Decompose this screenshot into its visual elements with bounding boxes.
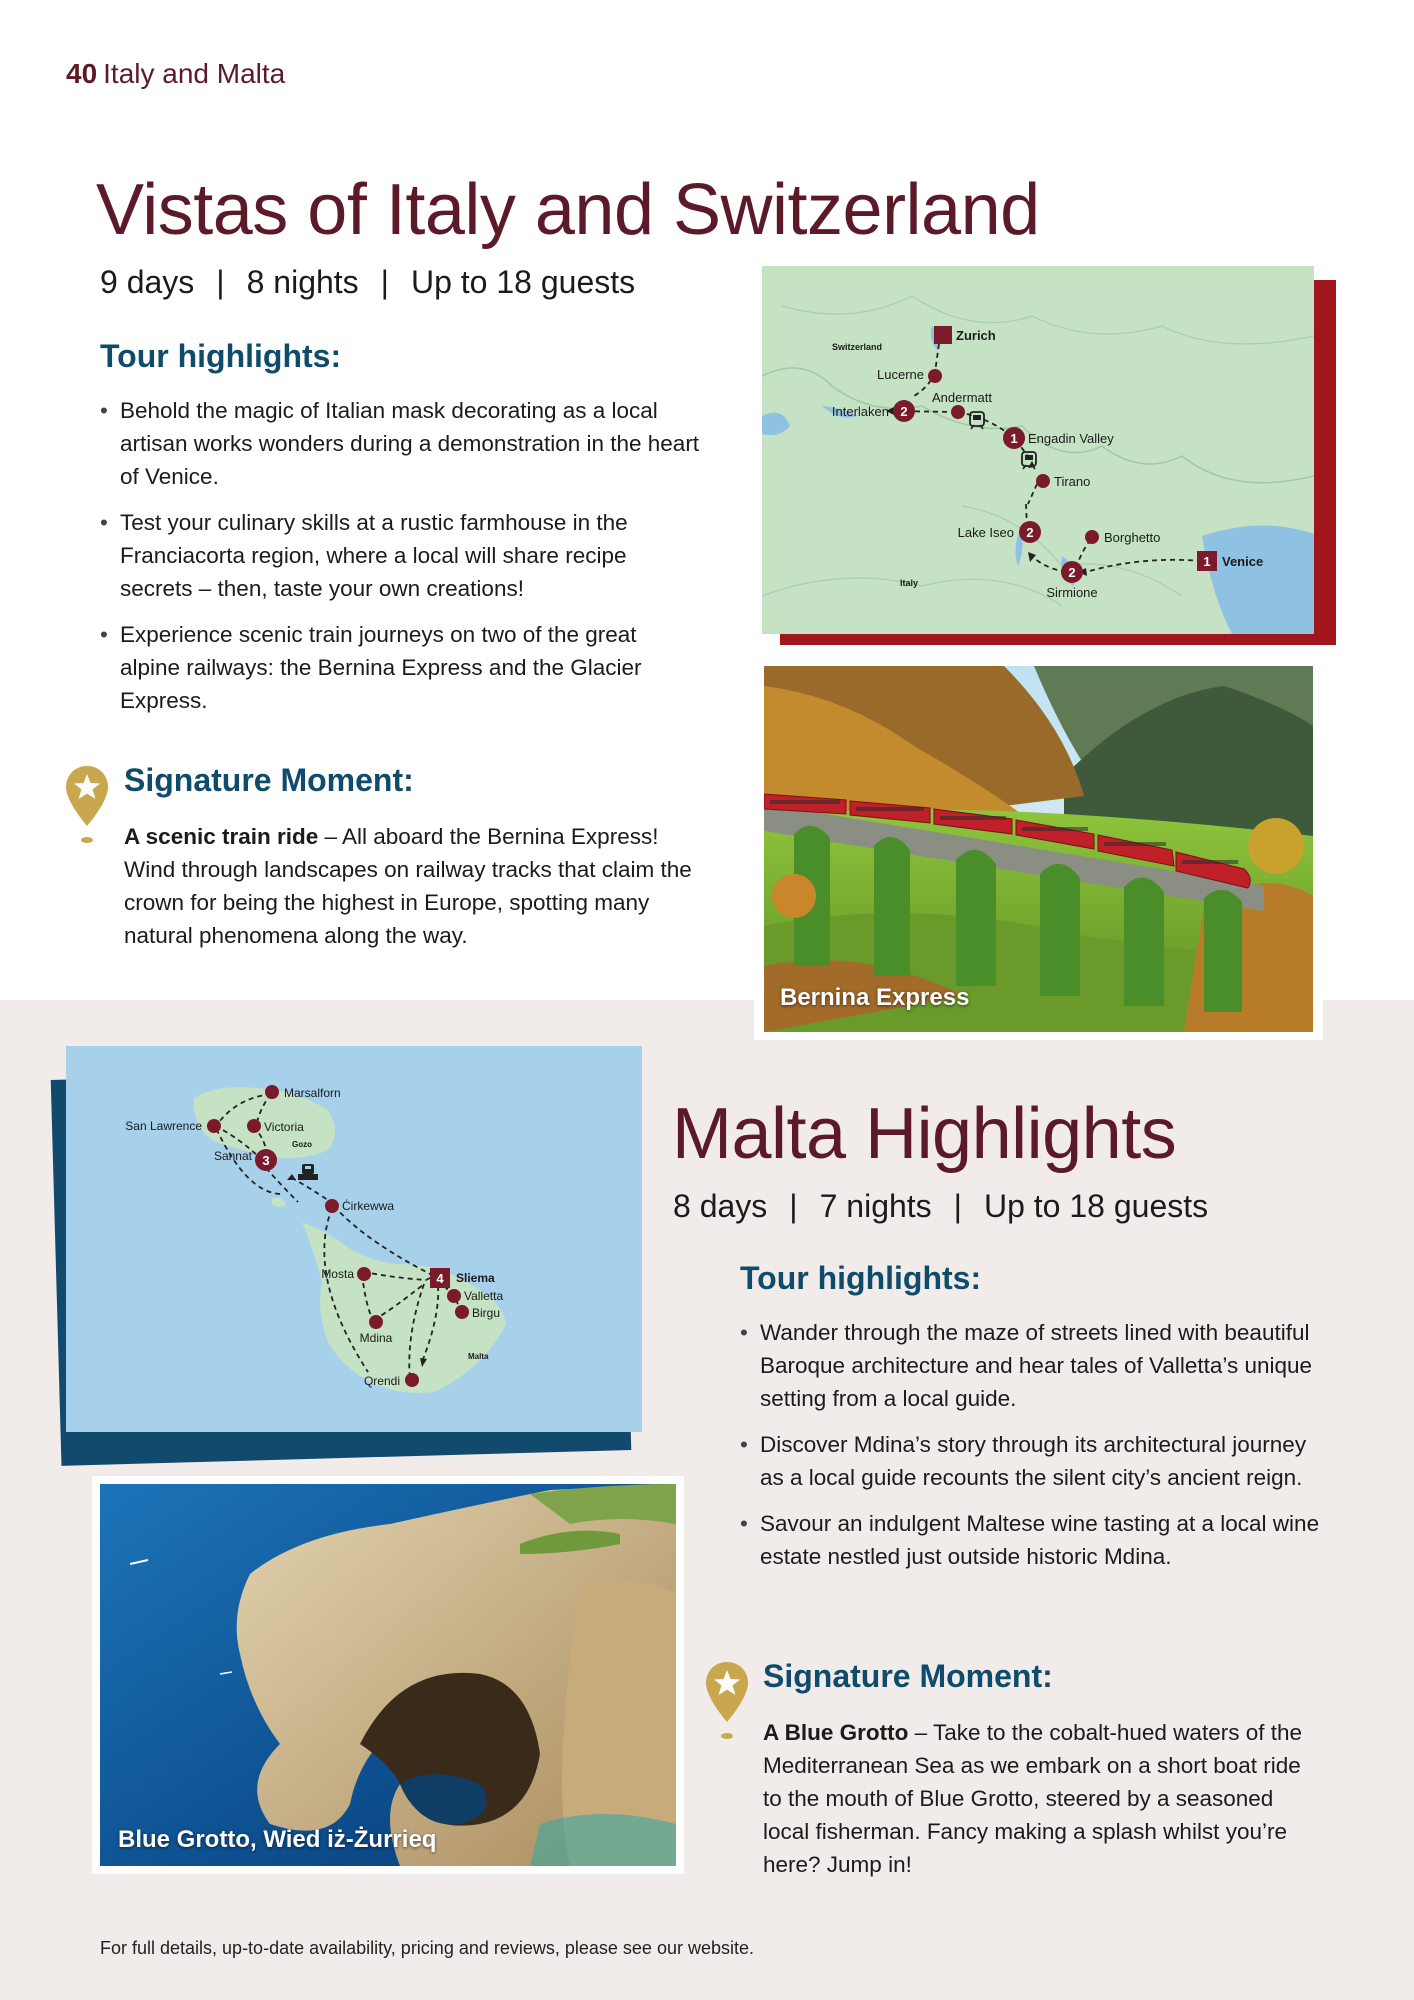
route-map-svg [762, 266, 1314, 634]
blue-grotto-scene-svg [100, 1484, 676, 1866]
map-label-mdina: Mdina [359, 1331, 393, 1345]
tour1-highlights-heading: Tour highlights: [100, 338, 342, 374]
tour1-title: Vistas of Italy and Switzerland [96, 170, 1040, 250]
map-island-gozo: Gozo [292, 1140, 312, 1149]
tour2-highlights-heading: Tour highlights: [740, 1260, 982, 1296]
map-label-lake-iseo: Lake Iseo [957, 525, 1014, 540]
map-label-sannat: Sannat [213, 1149, 252, 1163]
map-label-sliema: Sliema [456, 1271, 495, 1285]
bernina-express-photo [764, 666, 1313, 1032]
list-item: • Experience scenic train journeys on two of the great alpine railways: the Bernina Express and the Glacier Express. [100, 618, 700, 717]
map-label-lucerne: Lucerne [877, 367, 924, 382]
map-label-victoria: Victoria [264, 1120, 304, 1134]
map-label-sirmione: Sirmione [1046, 585, 1098, 600]
tour1-days: 9 days [100, 264, 195, 300]
tour1-guests: Up to 18 guests [410, 264, 636, 300]
list-item: • Wander through the maze of streets lined with beautiful Baroque architecture and hear tales of Valletta’s unique setting from a local guide. [740, 1316, 1320, 1415]
tour1-highlights-list [100, 394, 700, 730]
tour1-signature-lead: A scenic train ride [124, 824, 319, 849]
tour2-signature-heading: Signature Moment: [763, 1658, 1053, 1694]
map-label-birgu: Birgu [472, 1306, 501, 1320]
map-country-switzerland: Switzerland [832, 342, 883, 352]
engadin-nights: 1 [1010, 431, 1018, 446]
list-item: • Discover Mdina’s story through its architectural journey as a local guide recounts the silent city’s ancient reign. [740, 1428, 1320, 1494]
map-label-valletta: Valletta [464, 1289, 504, 1303]
tour2-highlights-list [740, 1316, 1320, 1586]
blue-grotto-caption: Blue Grotto, Wied iż-Żurrieq [118, 1826, 437, 1853]
malta-map [66, 1046, 642, 1432]
bernina-caption: Bernina Express [780, 984, 970, 1011]
tour1-signature-text [124, 820, 704, 952]
tour2-days: 8 days [673, 1188, 768, 1224]
italy-switzerland-map [762, 266, 1314, 634]
page-number: 40 [66, 58, 98, 89]
map-label-interlaken: Interlaken [831, 404, 889, 419]
blue-grotto-photo [100, 1484, 676, 1866]
map-island-malta: Malta [468, 1352, 489, 1361]
footer-note: For full details, up-to-date availability, pricing and reviews, please see our website. [100, 1938, 754, 1958]
bernina-scene-svg [764, 666, 1313, 1032]
list-item: • Savour an indulgent Maltese wine tasting at a local wine estate nestled just outside historic Mdina. [740, 1507, 1320, 1573]
tour2-guests: Up to 18 guests [983, 1188, 1209, 1224]
map-label-qrendi: Qrendi [363, 1374, 400, 1388]
tour2-signature-lead: A Blue Grotto [763, 1720, 909, 1745]
list-item: • Test your culinary skills at a rustic farmhouse in the Franciacorta region, where a local will share recipe secrets – then, taste your own creations! [100, 506, 700, 605]
map-label-zurich: Zurich [956, 328, 996, 343]
signature-pin-icon [64, 764, 110, 846]
map-country-italy: Italy [900, 578, 919, 588]
signature-pin-icon [704, 1660, 750, 1742]
map-label-venice: Venice [1222, 554, 1264, 569]
interlaken-nights: 2 [900, 404, 908, 419]
malta-route-map-svg [66, 1046, 642, 1432]
lake-iseo-nights: 2 [1026, 525, 1034, 540]
section-title: Italy and Malta [103, 58, 286, 89]
sannat-nights: 3 [262, 1153, 270, 1168]
map-label-andermatt: Andermatt [932, 390, 992, 405]
tour2-title: Malta Highlights [672, 1094, 1177, 1174]
map-label-engadin-valley: Engadin Valley [1028, 431, 1114, 446]
sliema-nights: 4 [436, 1271, 444, 1286]
tour2-signature-text [763, 1716, 1323, 1881]
tour2-signature-body: – Take to the cobalt-hued waters of the Mediterranean Sea as we embark on a short boat ride to the mouth of Blue Grotto, steered by a seasoned local fisherman. Fancy making a splash whilst you’re here? Jump in! [763, 1720, 1302, 1877]
tour2-meta: 8 days | 7 nights | Up to 18 guests [673, 1188, 1209, 1224]
list-item: • Behold the magic of Italian mask decorating as a local artisan works wonders during a demonstration in the heart of Venice. [100, 394, 700, 493]
tour1-signature-heading: Signature Moment: [124, 762, 414, 798]
venice-nights: 1 [1203, 554, 1211, 569]
map-label-mosta: Mosta [321, 1267, 354, 1281]
tour1-meta: 9 days | 8 nights | Up to 18 guests [100, 264, 636, 300]
map-label-san-lawrence: San Lawrence [125, 1119, 202, 1133]
map-label-borghetto: Borghetto [1104, 530, 1161, 545]
tour2-nights: 7 nights [819, 1188, 932, 1224]
tour1-signature-body: – All aboard the Bernina Express! Wind through landscapes on railway tracks that claim the crown for being the highest in Europe, spotting many natural phenomena along the way. [124, 824, 692, 948]
map-label-marsalforn: Marsalforn [284, 1086, 341, 1100]
sirmione-nights: 2 [1068, 565, 1076, 580]
page-header [66, 58, 285, 90]
map-label-tirano: Tirano [1054, 474, 1091, 489]
map-label-cirkewwa: Ċirkewwa [342, 1199, 395, 1213]
tour1-nights: 8 nights [246, 264, 359, 300]
